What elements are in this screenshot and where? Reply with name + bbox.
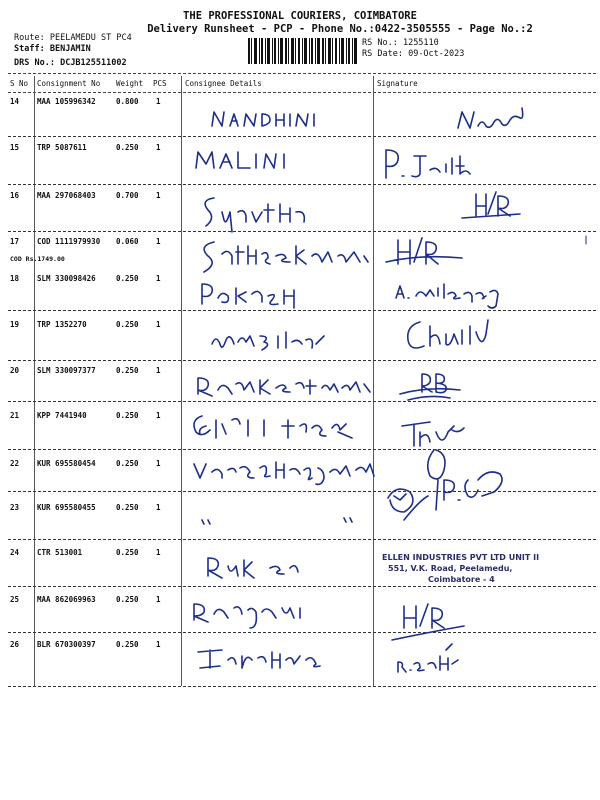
consignment-no: BLR 670300397: [37, 640, 96, 649]
drs-value: DCJB125511002: [60, 58, 127, 68]
cod-amount: COD Rs.1749.00: [10, 255, 65, 263]
col-consignee: Consignee Details: [185, 79, 262, 88]
col-sno: S No: [10, 79, 29, 88]
handwritten-consignee-name: [212, 332, 324, 350]
handwritten-consignee-name: [212, 112, 314, 126]
pcs: 1: [156, 320, 161, 329]
sno: 21: [10, 411, 20, 420]
weight: 0.250: [116, 320, 139, 329]
weight: 0.250: [116, 640, 139, 649]
consignment-no: TRP 5087611: [37, 143, 87, 152]
handwritten-signature: [462, 192, 520, 218]
col-weight: Weight: [116, 79, 144, 88]
sno: 20: [10, 366, 20, 375]
consignment-no: CTR 513001: [37, 548, 83, 557]
rs-no-value: 1255110: [402, 38, 439, 48]
pcs: 1: [156, 366, 161, 375]
handwritten-signature: [388, 450, 502, 520]
pcs: 1: [156, 411, 161, 420]
consignment-no: COD 1111979930: [37, 237, 101, 246]
consignment-no: SLM 330097377: [37, 366, 96, 375]
staff-value: BENJAMIN: [49, 44, 91, 54]
sno: 17: [10, 237, 20, 246]
sno: 22: [10, 459, 20, 468]
sno: 18: [10, 274, 20, 283]
weight: 0.250: [116, 503, 139, 512]
pcs: 1: [156, 459, 161, 468]
handwritten-signature: [398, 644, 458, 672]
stamp-line: ELLEN INDUSTRIES PVT LTD UNIT II: [382, 553, 540, 562]
pcs: 1: [156, 503, 161, 512]
consignment-no: MAA 862069963: [37, 595, 96, 604]
rs-no-label: RS No.:: [362, 38, 398, 48]
sno: 14: [10, 97, 20, 106]
sno: 15: [10, 143, 20, 152]
weight: 0.250: [116, 143, 139, 152]
handwritten-signature: [458, 108, 523, 128]
handwritten-consignee-name: [194, 462, 374, 484]
pcs: 1: [156, 143, 161, 152]
handwritten-signature: [400, 374, 460, 400]
pcs: 1: [156, 640, 161, 649]
consignment-no: SLM 330098426: [37, 274, 96, 283]
handwritten-consignee-name: [198, 378, 370, 396]
pcs: 1: [156, 548, 161, 557]
handwritten-consignee-name: [202, 284, 294, 308]
weight: 0.250: [116, 411, 139, 420]
pcs: 1: [156, 191, 161, 200]
weight: 0.250: [116, 366, 139, 375]
consignment-no: KUR 695580455: [37, 503, 96, 512]
handwritten-consignee-name: [194, 604, 300, 628]
handwritten-signature: [408, 320, 488, 348]
sno: 26: [10, 640, 20, 649]
weight: 0.250: [116, 459, 139, 468]
handwritten-signature: [392, 604, 464, 640]
weight: 0.060: [116, 237, 139, 246]
sno: 23: [10, 503, 20, 512]
rs-date-label: RS Date:: [362, 49, 403, 59]
sno: 24: [10, 548, 20, 557]
handwritten-signature: [386, 238, 462, 264]
col-signature: Signature: [377, 79, 418, 88]
company-stamp: [382, 552, 597, 585]
sno: 25: [10, 595, 20, 604]
route-value: PEELAMEDU ST PC4: [49, 33, 132, 43]
handwritten-consignee-name: [196, 152, 284, 168]
stamp-line: Coimbatore - 4: [428, 575, 495, 584]
sno: 16: [10, 191, 20, 200]
pcs: 1: [156, 237, 161, 246]
handwritten-signature: [402, 422, 464, 446]
handwritten-consignee-name: [202, 518, 352, 524]
sno: 19: [10, 320, 20, 329]
handwritten-signature: [386, 150, 470, 178]
col-consignment: Consignment No: [37, 79, 101, 88]
staff-label: Staff:: [14, 44, 45, 54]
handwritten-signature: [396, 284, 498, 308]
consignment-no: MAA 297068403: [37, 191, 96, 200]
weight: 0.800: [116, 97, 139, 106]
rs-date-value: 09-Oct-2023: [408, 49, 465, 59]
handwritten-consignee-name: [208, 558, 298, 578]
pcs: 1: [156, 97, 161, 106]
stamp-line: 551, V.K. Road, Peelamedu,: [388, 564, 513, 573]
consignment-no: TRP 1352270: [37, 320, 87, 329]
consignment-no: KUR 695580454: [37, 459, 96, 468]
handwritten-consignee-name: [198, 650, 320, 668]
pcs: 1: [156, 274, 161, 283]
weight: 0.250: [116, 274, 139, 283]
consignment-no: KPP 7441940: [37, 411, 87, 420]
pcs: 1: [156, 595, 161, 604]
weight: 0.250: [116, 595, 139, 604]
weight: 0.250: [116, 548, 139, 557]
runsheet-subtitle: Delivery Runsheet - PCP - Phone No.:0422-3505555 - Page No.:2: [147, 23, 533, 35]
handwritten-consignee-name: [194, 416, 352, 438]
company-title: THE PROFESSIONAL COURIERS, COIMBATORE: [183, 10, 417, 22]
col-pcs: PCS: [153, 79, 167, 88]
handwritten-consignee-name: [204, 242, 368, 272]
route-label: Route:: [14, 33, 45, 43]
handwritten-consignee-name: [205, 198, 304, 232]
weight: 0.700: [116, 191, 139, 200]
consignment-no: MAA 105996342: [37, 97, 96, 106]
drs-label: DRS No.:: [14, 58, 55, 68]
